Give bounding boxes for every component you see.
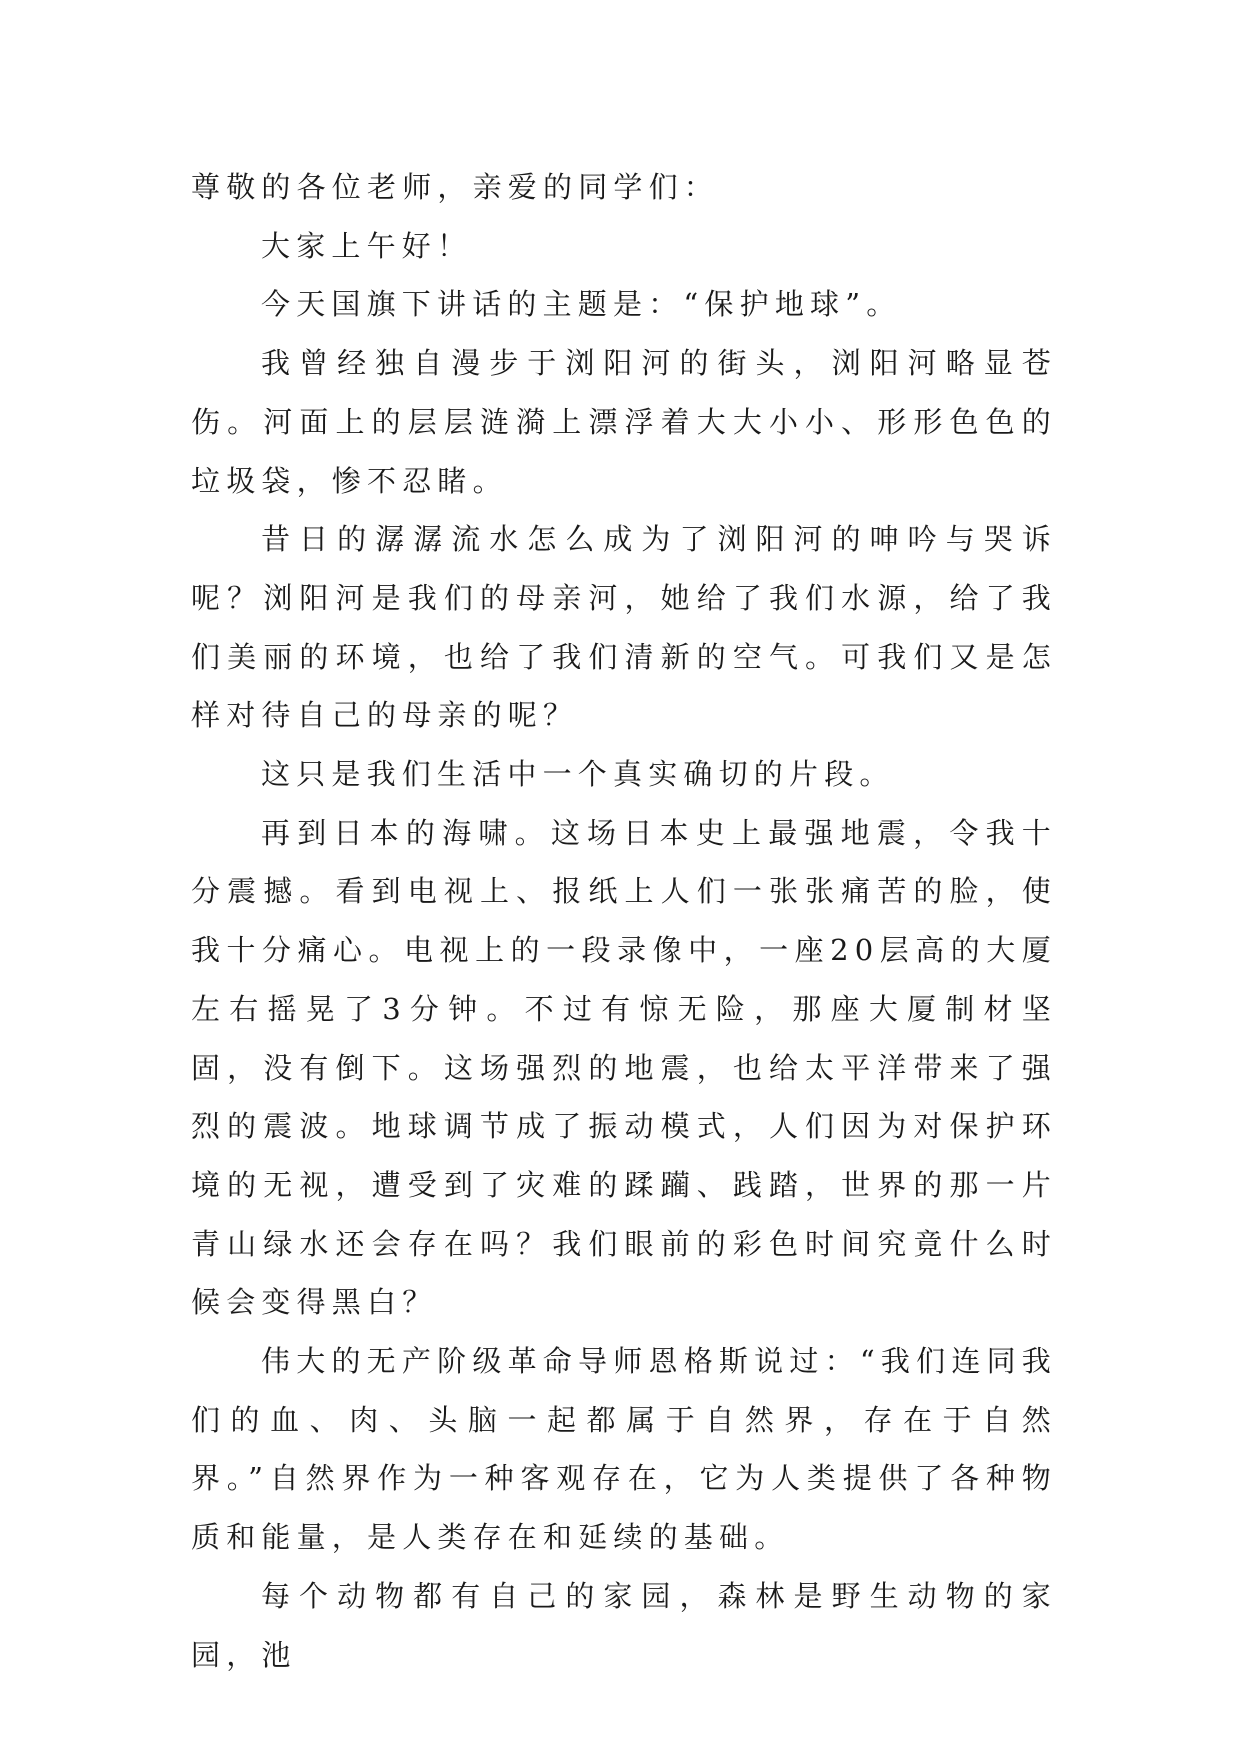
paragraph-mother-river: 昔日的潺潺流水怎么成为了浏阳河的呻吟与哭诉呢？浏阳河是我们的母亲河，她给了我们水源，给了我们美丽的环境，也给了我们清新的空气。可我们又是怎样对待自己的母亲的呢？ — [191, 522, 1057, 733]
paragraph-liuyang-river: 我曾经独自漫步于浏阳河的街头，浏阳河略显苍伤。河面上的层层涟漪上漂浮着大大小小、形形色色的垃圾袋，惨不忍睹。 — [191, 346, 1057, 498]
paragraph-topic: 今天国旗下讲话的主题是：“保护地球”。 — [261, 287, 902, 322]
salutation: 尊敬的各位老师，亲爱的同学们： — [191, 170, 720, 204]
paragraph-engels-quote: 伟大的无产阶级革命导师恩格斯说过：“我们连同我们的血、肉、头脑一起都属于自然界，存在于自然界。”自然界作为一种客观存在，它为人类提供了各种物质和能量，是人类存在和延续的基础。 — [191, 1344, 1057, 1555]
speech-body — [191, 158, 1057, 1684]
paragraph-animal-homes: 每个动物都有自己的家园，森林是野生动物的家园，池 — [191, 1578, 1057, 1672]
paragraph-japan-tsunami: 再到日本的海啸。这场日本史上最强地震，令我十分震撼。看到电视上、报纸上人们一张张痛苦的脸，使我十分痛心。电视上的一段录像中，一座20层高的大厦左右摇晃了3分钟。不过有惊无险，那座大厦制材坚固，没有倒下。这场强烈的地震，也给太平洋带来了强烈的震波。地球调节成了振动模式，人们因为对保护环境的无视，遭受到了灾难的蹂躏、践踏，世界的那一片青山绿水还会存在吗？我们眼前的彩色时间究竟什么时候会变得黑白？ — [191, 815, 1057, 1320]
paragraph-real-fragment: 这只是我们生活中一个真实确切的片段。 — [261, 757, 895, 792]
paragraph-greeting: 大家上午好！ — [261, 228, 473, 263]
